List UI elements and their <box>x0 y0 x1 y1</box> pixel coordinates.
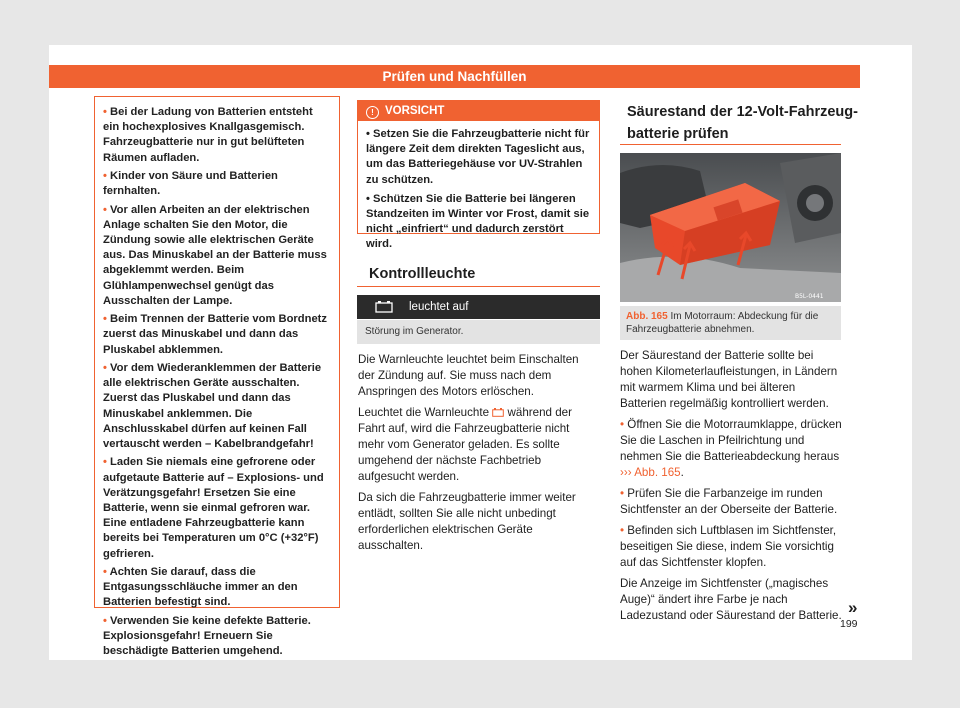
chapter-header: Prüfen und Nachfüllen <box>49 65 860 88</box>
warning-item: • Vor dem Wiederanklemmen der Batterie alle elektrischen Geräte ausschalten. Zuerst das Pluskabel und dann das Minuskabel anklemmen. Die Anschlusskabel dürfen auf keinen Fall vertauscht werden – Kabelbrandgefahr! <box>103 362 322 451</box>
image-code: B5L-0441 <box>795 293 824 300</box>
bullet-paragraph: • Befinden sich Luftblasen im Sichtfenster, beseitigen Sie diese, indem Sie vorsichtig auf das Sichtfenster klopfen. <box>620 524 837 569</box>
caution-title: VORSICHT <box>385 105 445 117</box>
saeure-text <box>620 348 842 629</box>
warning-box <box>94 96 340 658</box>
kontroll-text <box>358 352 598 559</box>
caution-item: • Setzen Sie die Fahrzeugbatterie nicht für längere Zeit dem direkten Tageslicht aus, um das Batteriegehäuse vor UV-Strahlen zu schützen. <box>366 128 590 186</box>
warning-item: • Bei der Ladung von Batterien entsteht ein hochexplosives Knallgasgemisch. Fahrzeugbatterie nur in gut belüfteten Räumen aufladen. <box>103 106 313 164</box>
info-icon: ! <box>366 106 379 119</box>
bullet-icon: • <box>103 614 111 627</box>
warning-item: • Laden Sie niemals eine gefrorene oder aufgetaute Batterie auf – Explosions- und Verätzungsgefahr! Ersetzen Sie eine Batterie, wenn sie einmal gefroren war. Eine entladene Fahrzeugbatterie kann bereits bei Temperaturen um 0°C (+32°F) gefrieren. <box>103 456 324 560</box>
figure-label: Abb. 165 <box>626 311 668 322</box>
caution-item: • Schützen Sie die Batterie bei längeren Standzeiten im Winter vor Frost, damit sie nicht „einfriert“ und dadurch zerstört wird. <box>366 192 590 251</box>
battery-icon <box>375 301 393 313</box>
bullet-paragraph: • Öffnen Sie die Motorraumklappe, drücken Sie die Laschen in Pfeilrichtung und nehmen Sie die Batterieabdeckung heraus ››› Abb. 165. <box>620 418 842 479</box>
bullet-paragraph: • Prüfen Sie die Farbanzeige im runden Sichtfenster an der Oberseite der Batterie. <box>620 487 838 516</box>
engine-bay-illustration <box>620 153 841 302</box>
caption-text: Im Motorraum: Abdeckung für die Fahrzeugbatterie abnehmen. <box>626 311 819 335</box>
paragraph: Leuchtet die Warnleuchte während der Fahrt auf, wird die Fahrzeugbatterie nicht mehr vom Generator geladen. Es sollte umgehend der nächste Fachbetrieb aufgesucht werden. <box>358 406 572 483</box>
engine-bay-photo <box>620 153 841 302</box>
warning-item: • Verwenden Sie keine defekte Batterie. Explosionsgefahr! Erneuern Sie beschädigte Batterien umgehend. <box>103 614 311 658</box>
paragraph: Die Anzeige im Sichtfenster („magisches Auge)“ ändert ihre Farbe je nach Ladezustand oder Säurestand der Batterie. <box>620 577 842 622</box>
page-number: 199 <box>840 618 858 630</box>
title-rule <box>357 286 600 287</box>
bullet-icon: • <box>103 313 111 326</box>
continue-arrow: » <box>848 598 858 617</box>
bullet-icon: • <box>103 456 111 469</box>
warning-item: • Kinder von Säure und Batterien fernhalten. <box>103 170 278 198</box>
bullet-icon: • <box>103 566 110 579</box>
battery-icon <box>492 408 504 417</box>
paragraph: Da sich die Fahrzeugbatterie immer weiter entlädt, sollten Sie alle nicht unbedingt erforderlichen elektrischen Geräte ausschalten. <box>358 491 576 552</box>
caution-box <box>357 100 600 251</box>
section-title-kontrollleuchte: Kontrollleuchte <box>369 266 476 282</box>
bullet-icon: • <box>103 106 111 118</box>
lamp-state-label: leuchtet auf <box>409 301 469 313</box>
warning-item: • Vor allen Arbeiten an der elektrischen Anlage schalten Sie den Motor, die Zündung sowie alle elektrischen Geräte aus. Das Minuskabel an der Batterie muss abgeklemmt werden. Beim Glühlampenwechsel genügt das Ausschalten der Lampe. <box>103 203 327 307</box>
bullet-icon: • <box>103 362 111 374</box>
figure-reference[interactable]: ››› Abb. 165 <box>620 466 681 479</box>
title-rule <box>620 144 841 145</box>
warning-item: • Achten Sie darauf, dass die Entgasungsschläuche immer an den Batterien befestigt sind. <box>103 566 298 609</box>
bullet-icon: • <box>103 170 111 182</box>
section-title-saeurestand: Säurestand der 12-Volt-Fahrzeug- batterie prüfen <box>627 104 858 142</box>
lamp-table-row: Störung im Generator. <box>357 320 600 344</box>
bullet-icon: • <box>103 203 111 216</box>
warning-item: • Beim Trennen der Batterie vom Bordnetz zuerst das Minuskabel und dann das Pluskabel abklemmen. <box>103 313 327 356</box>
figure-caption <box>620 306 841 340</box>
caution-header <box>358 101 599 121</box>
lamp-table-header <box>357 295 600 319</box>
paragraph: Die Warnleuchte leuchtet beim Einschalten der Zündung auf. Sie muss nach dem Anspringen des Motors erlöschen. <box>358 353 579 398</box>
paragraph: Der Säurestand der Batterie sollte bei hohen Kilometerlaufleistungen, in Ländern mit warmem Klima und bei älteren Batterien regelmäßig kontrolliert werden. <box>620 349 838 410</box>
